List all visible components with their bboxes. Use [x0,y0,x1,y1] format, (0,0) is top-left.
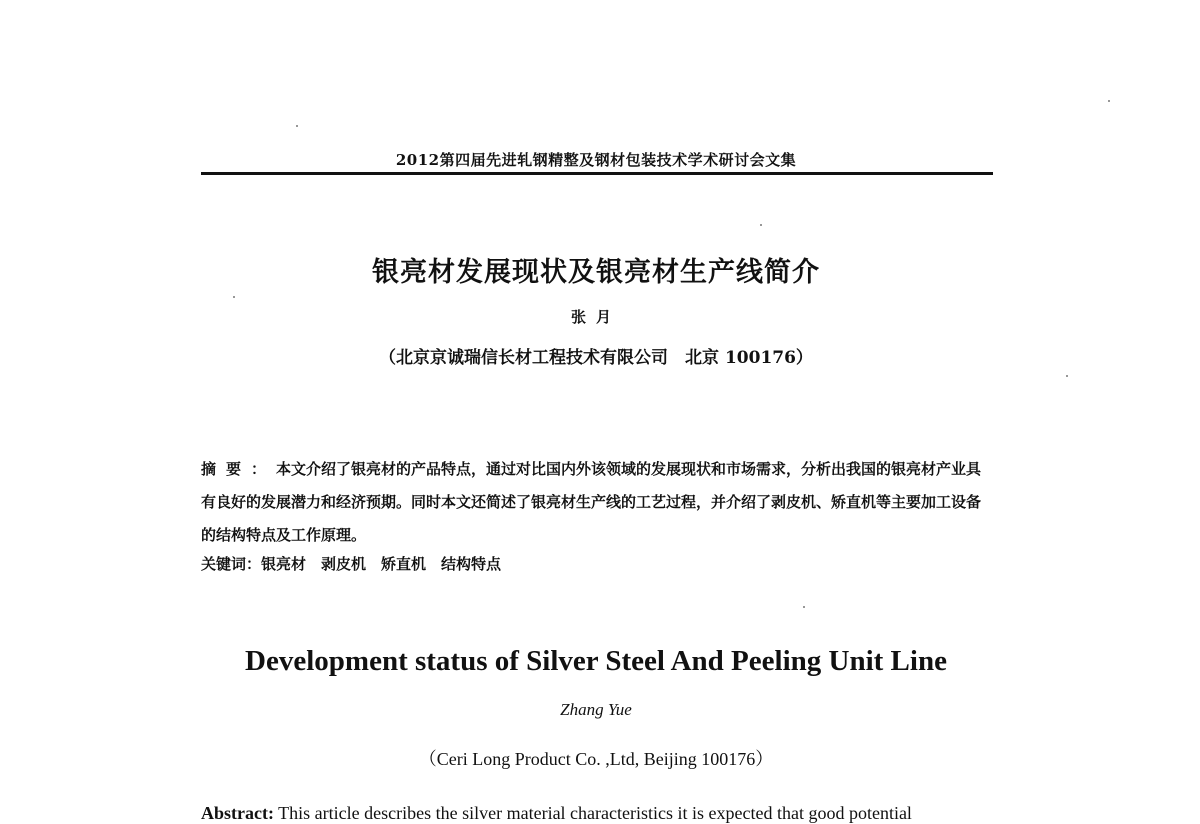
keywords-cn [201,553,993,574]
abstract-cn [201,453,993,552]
scan-speck [1108,100,1110,102]
abstract-label-en: Abstract: [201,803,274,823]
abstract-body-cn: 本文介绍了银亮材的产品特点，通过对比国内外该领域的发展现状和市场需求，分析出我国的银亮材产业具有良好的发展潜力和经济预期。同时本文还简述了银亮材生产线的工艺过程，并介绍了剥皮机、矫直机等主要加工设备的结构特点及工作原理。 [201,460,982,544]
keywords-label-cn: 关键词： [201,555,262,573]
abstract-label-cn: 摘要： [201,460,277,478]
affiliation-cn: （北京京诚瑞信长材工程技术有限公司 北京 100176） [379,348,813,368]
header-rule [201,172,993,175]
author-en: Zhang Yue [560,700,632,719]
scan-speck [296,125,298,127]
author-cn: 张月 [570,308,621,326]
abstract-en [201,803,993,824]
paper-title-cn: 银亮材发展现状及银亮材生产线简介 [372,257,820,288]
scan-speck [803,606,805,608]
keywords-list-cn: 银亮材 剥皮机 矫直机 结构特点 [261,555,502,573]
abstract-body-en: This article describes the silver material characteristics it is expected that good potential [278,803,912,823]
scan-speck [760,224,762,226]
scan-speck [1066,375,1068,377]
paper-title-en: Development status of Silver Steel And Peeling Unit Line [245,645,947,677]
proceedings-header: 2012第四届先进轧钢精整及钢材包装技术学术研讨会文集 [395,151,797,169]
affiliation-en: （Ceri Long Product Co. ,Ltd, Beijing 100176） [418,749,774,769]
scan-speck [233,296,235,298]
